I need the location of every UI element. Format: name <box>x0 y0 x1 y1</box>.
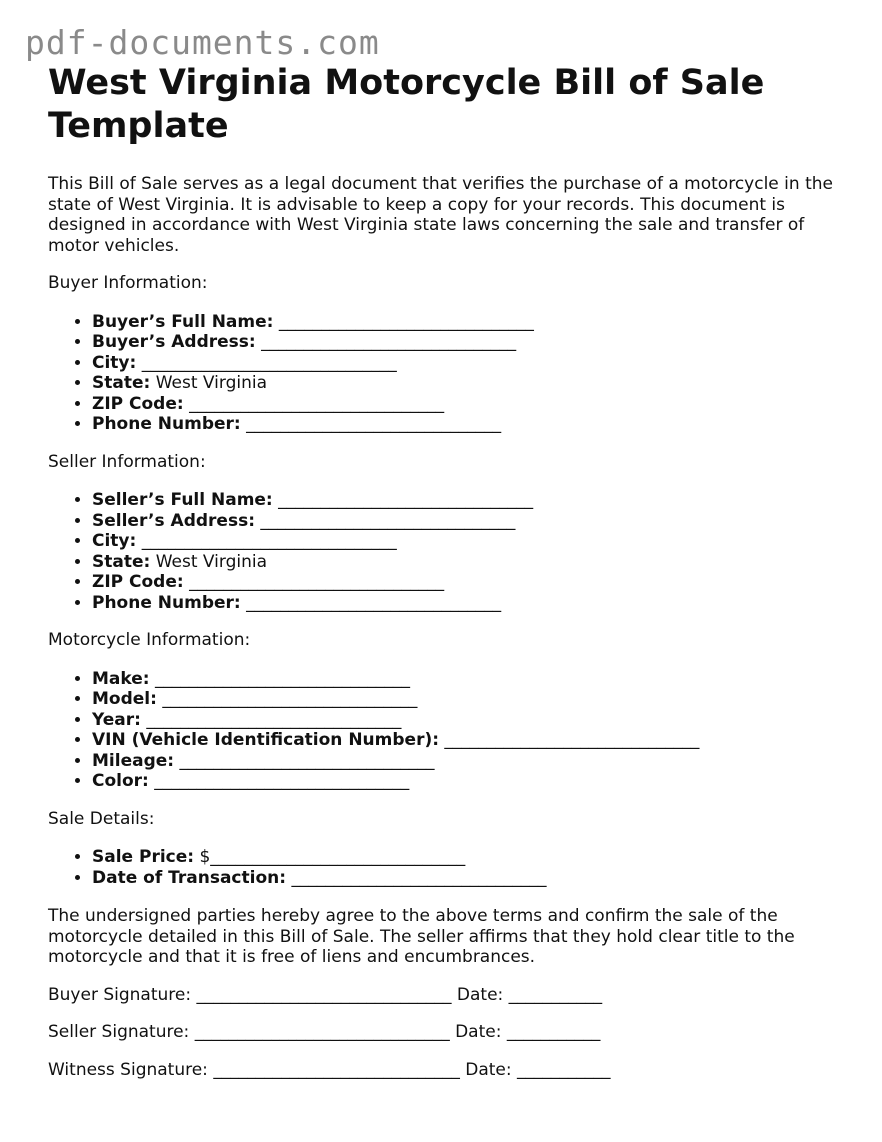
field-label: State: <box>92 551 151 572</box>
page-title: West Virginia Motorcycle Bill of Sale Template <box>48 63 765 146</box>
field-label: ZIP Code: <box>92 572 184 592</box>
buyer-state-field <box>92 373 848 394</box>
field-label: ZIP Code: <box>92 393 184 414</box>
watermark: pdf-documents.com <box>25 23 380 62</box>
seller-address-field <box>92 511 848 532</box>
field-blank: ______________________________ <box>261 332 517 352</box>
seller-fields-list <box>48 490 848 613</box>
field-blank: ______________________________ <box>444 730 700 750</box>
field-blank: $______________________________ <box>199 847 466 867</box>
closing-paragraph: The undersigned parties hereby agree to the above terms and confirm the sale of the motorcycle detailed in this Bill of Sale. The seller affirms that they hold clear title to the motorcycle and that it is free of liens and encumbrances. <box>48 906 795 967</box>
motorcycle-year-field <box>92 710 848 731</box>
seller-state-field <box>92 552 848 573</box>
field-label: Buyer’s Address: <box>92 332 256 352</box>
seller-city-field <box>92 531 848 552</box>
motorcycle-color-field <box>92 771 848 792</box>
buyer-address-field <box>92 332 848 353</box>
field-label: Phone Number: <box>92 592 241 613</box>
sale-price-field <box>92 847 848 868</box>
motorcycle-vin-field <box>92 730 848 751</box>
field-label: State: <box>92 373 151 393</box>
field-label: Make: <box>92 668 150 689</box>
field-value: West Virginia <box>155 551 267 572</box>
field-label: Phone Number: <box>92 414 241 434</box>
field-blank: ______________________________ <box>278 490 534 510</box>
field-blank: ______________________________ <box>154 668 410 689</box>
field-label: Date of Transaction: <box>92 867 287 888</box>
buyer-signature-line: Buyer Signature: ______________________________ Date: ___________ <box>48 984 603 1005</box>
field-blank: ______________________________ <box>278 311 534 332</box>
field-label: Sale Price: <box>92 847 195 867</box>
field-label: Seller’s Full Name: <box>92 490 273 510</box>
sale-section-heading: Sale Details: <box>48 808 155 829</box>
field-blank: ______________________________ <box>162 689 418 709</box>
field-blank: ______________________________ <box>246 414 502 434</box>
field-blank: ______________________________ <box>154 771 410 791</box>
field-label: Year: <box>92 709 141 730</box>
buyer-section-heading: Buyer Information: <box>48 273 208 293</box>
field-label: Buyer’s Full Name: <box>92 311 274 332</box>
field-label: Mileage: <box>92 750 175 771</box>
field-label: Seller’s Address: <box>92 510 255 531</box>
field-blank: ______________________________ <box>179 750 435 771</box>
field-label: VIN (Vehicle Identification Number): <box>92 730 440 750</box>
buyer-zip-field <box>92 394 848 415</box>
field-value: West Virginia <box>155 373 267 393</box>
motorcycle-fields-list <box>48 669 848 792</box>
field-blank: ______________________________ <box>260 510 516 531</box>
field-blank: ______________________________ <box>141 531 397 551</box>
field-label: Color: <box>92 771 149 791</box>
field-blank: ______________________________ <box>189 572 445 592</box>
seller-full-name-field <box>92 490 848 511</box>
field-blank: ______________________________ <box>189 393 445 414</box>
field-blank: ______________________________ <box>146 709 402 730</box>
field-label: City: <box>92 531 137 551</box>
document-page <box>48 62 848 1080</box>
motorcycle-section-heading: Motorcycle Information: <box>48 630 251 650</box>
intro-paragraph: This Bill of Sale serves as a legal document that verifies the purchase of a motorcycle in the state of West Virginia. It is advisable to keep a copy for your records. This document is designed in accordance with West Virginia state laws concerning the sale and transfer of motor vehicles. <box>48 174 833 256</box>
witness-signature-line: Witness Signature: _____________________________ Date: ___________ <box>48 1059 611 1080</box>
seller-signature-line: Seller Signature: ______________________________ Date: ___________ <box>48 1022 601 1042</box>
sale-fields-list <box>48 847 848 888</box>
motorcycle-mileage-field <box>92 751 848 772</box>
field-blank: ______________________________ <box>291 867 547 888</box>
seller-section-heading: Seller Information: <box>48 451 206 472</box>
sale-date-field <box>92 868 848 889</box>
buyer-fields-list <box>48 312 848 435</box>
motorcycle-make-field <box>92 669 848 690</box>
motorcycle-model-field <box>92 689 848 710</box>
buyer-city-field <box>92 353 848 374</box>
seller-phone-field <box>92 593 848 614</box>
field-label: City: <box>92 352 137 373</box>
buyer-phone-field <box>92 414 848 435</box>
field-label: Model: <box>92 689 157 709</box>
buyer-full-name-field <box>92 312 848 333</box>
seller-zip-field <box>92 572 848 593</box>
field-blank: ______________________________ <box>141 352 397 373</box>
field-blank: ______________________________ <box>246 592 502 613</box>
